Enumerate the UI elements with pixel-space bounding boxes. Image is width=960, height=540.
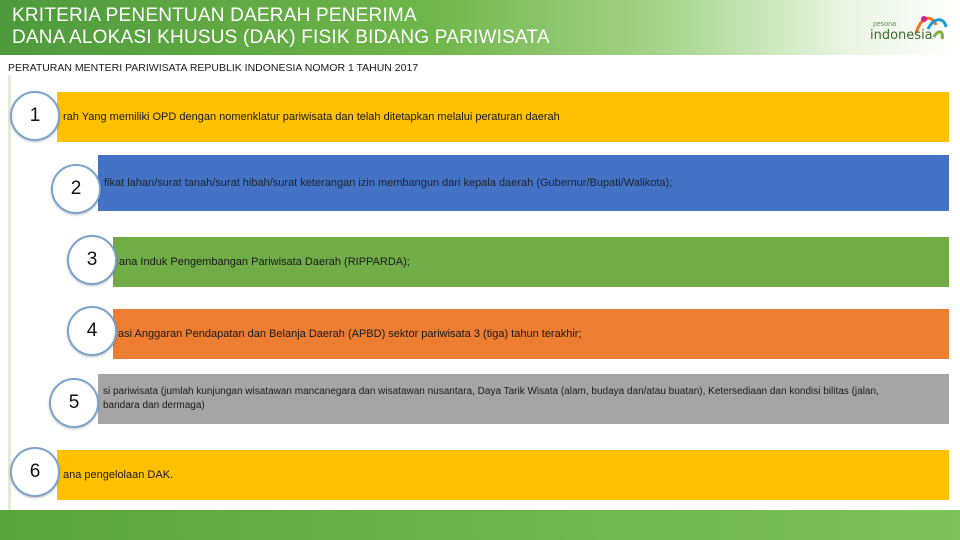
regulation-subtitle: PERATURAN MENTERI PARIWISATA REPUBLIK INDONESIA NOMOR 1 TAHUN 2017: [8, 62, 419, 74]
criterion-bar-3: [113, 237, 949, 287]
criterion-bar-5: [98, 374, 949, 424]
header-banner: [0, 0, 960, 55]
criterion-text-2: fikat lahan/surat tanah/surat hibah/surat keterangan izin membangun dari kepala daerah (Gubernur/Bupati/Walikota);: [104, 177, 673, 189]
title-line-1: KRITERIA PENENTUAN DAERAH PENERIMA: [12, 5, 417, 26]
criterion-number-1: 1: [10, 91, 60, 141]
criterion-text-4: asi Anggaran Pendapatan dan Belanja Daerah (APBD) sektor pariwisata 3 (tiga) tahun terakhir;: [118, 328, 582, 340]
logo-big-text: indonesia: [870, 28, 933, 43]
criterion-bar-2: [98, 155, 949, 211]
title-line-2: DANA ALOKASI KHUSUS (DAK) FISIK BIDANG PARIWISATA: [12, 27, 550, 48]
criterion-number-4: 4: [67, 306, 117, 356]
criterion-text-5: si pariwisata (jumlah kunjungan wisatawan mancanegara dan wisatawan nusantara, Daya Tarik Wisata (alam, budaya dan/atau buatan), Ketersediaan dan kondisi bilitas (jalan, bandara dan dermaga): [103, 386, 879, 411]
criterion-text-1: rah Yang memiliki OPD dengan nomenklatur pariwisata dan telah ditetapkan melalui peraturan daerah: [63, 111, 560, 123]
criterion-text-3: ana Induk Pengembangan Pariwisata Daerah (RIPPARDA);: [119, 256, 410, 268]
left-accent-line: [8, 75, 11, 520]
criterion-number-5: 5: [49, 378, 99, 428]
criterion-number-3: 3: [67, 235, 117, 285]
footer-band: [0, 510, 960, 540]
criterion-number-6: 6: [10, 447, 60, 497]
criterion-number-2: 2: [51, 164, 101, 214]
criterion-bar-4: [113, 309, 949, 359]
criterion-text-6: ana pengelolaan DAK.: [63, 469, 174, 481]
criterion-bar-6: [57, 450, 949, 500]
criterion-bar-1: [57, 92, 949, 142]
page-title: [12, 5, 550, 49]
logo-small-text: pesona: [873, 21, 896, 28]
pesona-indonesia-logo: [870, 13, 950, 49]
